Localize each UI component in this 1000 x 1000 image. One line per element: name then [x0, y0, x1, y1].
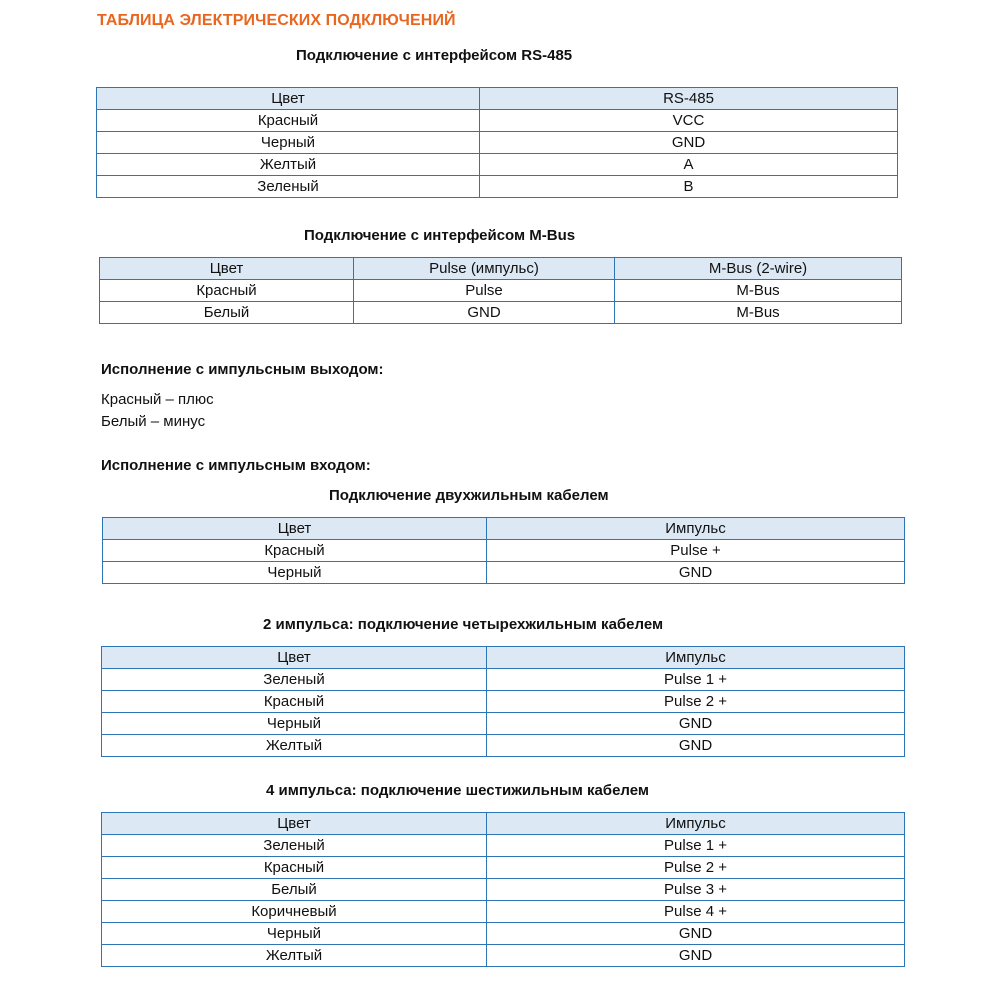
- mbus-table: [99, 257, 902, 324]
- color-cell: Белый: [102, 879, 487, 901]
- table-row: [103, 562, 905, 584]
- value-cell: VCC: [480, 110, 898, 132]
- table-header-row: [102, 647, 905, 669]
- value-cell: M-Bus: [615, 302, 902, 324]
- color-cell: Желтый: [102, 735, 487, 757]
- header-cell: M-Bus (2-wire): [615, 258, 902, 280]
- color-cell: Красный: [103, 540, 487, 562]
- value-cell: Pulse 1 +: [487, 835, 905, 857]
- header-cell: Цвет: [102, 647, 487, 669]
- page-title: ТАБЛИЦА ЭЛЕКТРИЧЕСКИХ ПОДКЛЮЧЕНИЙ: [97, 12, 456, 29]
- header-cell: Импульс: [487, 647, 905, 669]
- table-row: [102, 901, 905, 923]
- color-cell: Черный: [102, 713, 487, 735]
- header-cell: Импульс: [487, 518, 905, 540]
- two-wire-heading: Подключение двухжильным кабелем: [329, 487, 609, 504]
- value-cell: Pulse 2 +: [487, 857, 905, 879]
- rs485-heading: Подключение с интерфейсом RS-485: [296, 47, 573, 64]
- value-cell: GND: [487, 923, 905, 945]
- header-cell: RS-485: [480, 88, 898, 110]
- color-cell: Красный: [102, 857, 487, 879]
- value-cell: GND: [487, 735, 905, 757]
- table-row: [102, 691, 905, 713]
- rs485-table: [96, 87, 898, 198]
- table-row: [97, 132, 898, 154]
- four-wire-heading: 2 импульса: подключение четырехжильным кабелем: [263, 616, 664, 633]
- color-cell: Желтый: [97, 154, 480, 176]
- table-row: [102, 945, 905, 967]
- color-cell: Зеленый: [97, 176, 480, 198]
- value-cell: GND: [487, 562, 905, 584]
- four-wire-table: [101, 646, 905, 757]
- value-cell: GND: [487, 945, 905, 967]
- color-cell: Зеленый: [102, 835, 487, 857]
- color-cell: Красный: [100, 280, 354, 302]
- value-cell: GND: [480, 132, 898, 154]
- table-header-row: [97, 88, 898, 110]
- table-row: [97, 110, 898, 132]
- color-cell: Красный: [102, 691, 487, 713]
- value-cell: Pulse 3 +: [487, 879, 905, 901]
- header-cell: Цвет: [103, 518, 487, 540]
- table-header-row: [103, 518, 905, 540]
- value-cell: GND: [354, 302, 615, 324]
- table-row: [97, 154, 898, 176]
- header-cell: Цвет: [102, 813, 487, 835]
- color-cell: Зеленый: [102, 669, 487, 691]
- value-cell: Pulse +: [487, 540, 905, 562]
- value-cell: Pulse 2 +: [487, 691, 905, 713]
- color-cell: Белый: [100, 302, 354, 324]
- six-wire-heading: 4 импульса: подключение шестижильным кабелем: [266, 782, 649, 799]
- color-cell: Красный: [97, 110, 480, 132]
- color-cell: Черный: [97, 132, 480, 154]
- header-cell: Импульс: [487, 813, 905, 835]
- table-row: [103, 540, 905, 562]
- table-row: [100, 302, 902, 324]
- color-cell: Черный: [102, 923, 487, 945]
- value-cell: Pulse: [354, 280, 615, 302]
- two-wire-table: [102, 517, 905, 584]
- table-row: [102, 713, 905, 735]
- table-row: [102, 923, 905, 945]
- value-cell: GND: [487, 713, 905, 735]
- table-header-row: [102, 813, 905, 835]
- pulse-output-line: Белый – минус: [101, 413, 206, 430]
- color-cell: Черный: [103, 562, 487, 584]
- pulse-output-line: Красный – плюс: [101, 391, 214, 408]
- table-row: [102, 857, 905, 879]
- table-row: [102, 835, 905, 857]
- header-cell: Цвет: [97, 88, 480, 110]
- value-cell: A: [480, 154, 898, 176]
- table-header-row: [100, 258, 902, 280]
- color-cell: Желтый: [102, 945, 487, 967]
- value-cell: M-Bus: [615, 280, 902, 302]
- table-row: [100, 280, 902, 302]
- pulse-input-heading: Исполнение с импульсным входом:: [101, 457, 371, 474]
- table-row: [102, 735, 905, 757]
- color-cell: Коричневый: [102, 901, 487, 923]
- header-cell: Цвет: [100, 258, 354, 280]
- value-cell: Pulse 1 +: [487, 669, 905, 691]
- table-row: [102, 879, 905, 901]
- table-row: [102, 669, 905, 691]
- mbus-heading: Подключение с интерфейсом M-Bus: [304, 227, 576, 244]
- six-wire-table: [101, 812, 905, 967]
- pulse-output-heading: Исполнение с импульсным выходом:: [101, 361, 384, 378]
- header-cell: Pulse (импульс): [354, 258, 615, 280]
- value-cell: Pulse 4 +: [487, 901, 905, 923]
- table-row: [97, 176, 898, 198]
- value-cell: B: [480, 176, 898, 198]
